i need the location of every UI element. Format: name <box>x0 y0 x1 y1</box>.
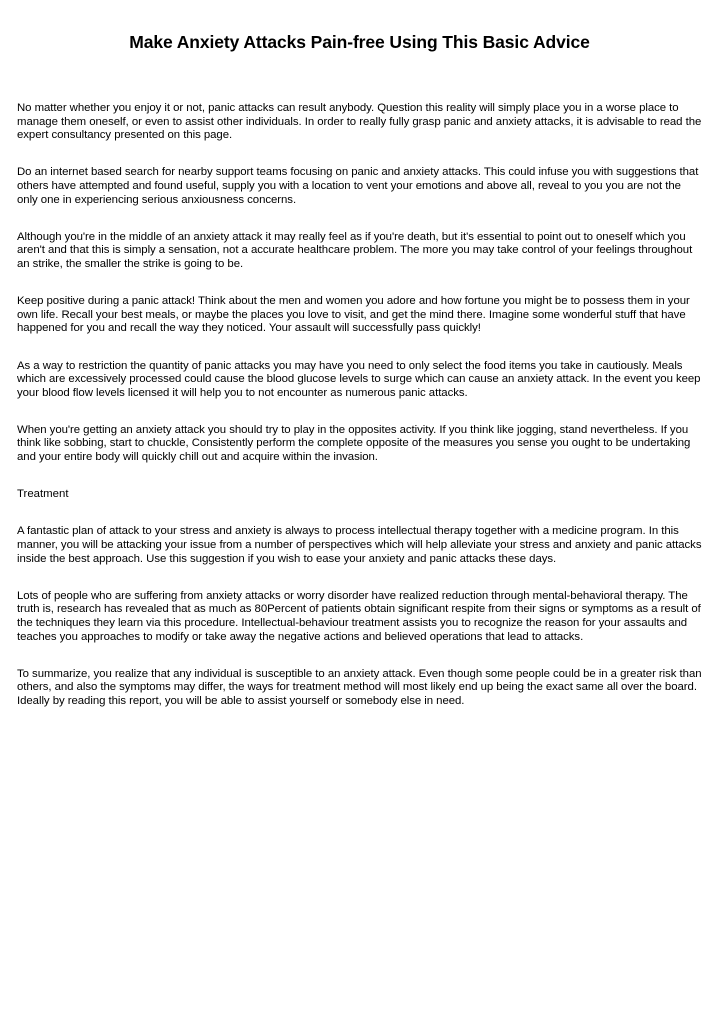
paragraph: No matter whether you enjoy it or not, panic attacks can result anybody. Question this reality will simply place you in a worse place to manage them oneself, or even to assist other individuals. In order to really fully grasp panic and anxiety attacks, it is advisable to read the expert consultancy presented on this page. <box>17 102 702 142</box>
document-body <box>17 102 703 732</box>
section-heading: Treatment <box>17 488 69 501</box>
paragraph: As a way to restriction the quantity of panic attacks you may have you need to only select the food items you take in cautiously. Meals which are excessively processed could cause the blood glucose levels to surge which can cause an anxiety attack. In the event you keep your blood flow levels licensed it will help you to not encounter as numerous panic attacks. <box>17 359 701 399</box>
paragraph: Lots of people who are suffering from anxiety attacks or worry disorder have realized reduction through mental-behavioral therapy. The truth is, research has revealed that as much as 80Percent of patients obtain significant respite from their signs or symptoms as a result of the techniques they learn via this procedure. Intellectual-behaviour treatment assists you to recognize the reason for your assaults and teaches you approaches to modify or take away the negative actions and believed operations that lead to attacks. <box>17 589 701 643</box>
paragraph: When you're getting an anxiety attack you should try to play in the opposites activity. If you think like jogging, stand nevertheless. If you think like sobbing, start to chuckle, Consistently perform the complete opposite of the measures you sense you ought to be undertaking and your entire body will quickly chill out and acquire within the invasion. <box>17 423 691 464</box>
paragraph: Although you're in the middle of an anxiety attack it may really feel as if you're death, but it's essential to point out to oneself which you aren't and that this is simply a sensation, not a accurate healthcare problem. The more you may take control of your feelings throughout an strike, the smaller the strike is going to be. <box>17 230 693 270</box>
paragraph: Do an internet based search for nearby support teams focusing on panic and anxiety attacks. This could infuse you with suggestions that others have attempted and found useful, supply you with a location to vent your emotions and above all, reveal to you you are not the only one in experiencing serious anxiousness concerns. <box>17 166 699 206</box>
paragraph: A fantastic plan of attack to your stress and anxiety is always to process intellectual therapy together with a medicine program. In this manner, you will be attacking your issue from a number of perspectives which will help alleviate your stress and anxiety and panic attacks inside the best approach. Use this suggestion if you wish to ease your anxiety and panic attacks these days. <box>17 525 702 565</box>
paragraph: To summarize, you realize that any individual is susceptible to an anxiety attack. Even though some people could be in a greater risk than others, and also the symptoms may differ, the ways for treatment method will most likely end up being the exact same all over the board. Ideally by reading this report, you will be able to assist yourself or somebody else in need. <box>17 667 702 707</box>
paragraph: Keep positive during a panic attack! Think about the men and women you adore and how fortune you might be to possess them in your own life. Recall your best meals, or maybe the places you love to visit, and get the mind there. Imagine some wonderful stuff that have happened for you and recall the way they noticed. Your assault will successfully pass quickly! <box>17 295 690 335</box>
document-title: Make Anxiety Attacks Pain-free Using This Basic Advice <box>129 32 590 52</box>
